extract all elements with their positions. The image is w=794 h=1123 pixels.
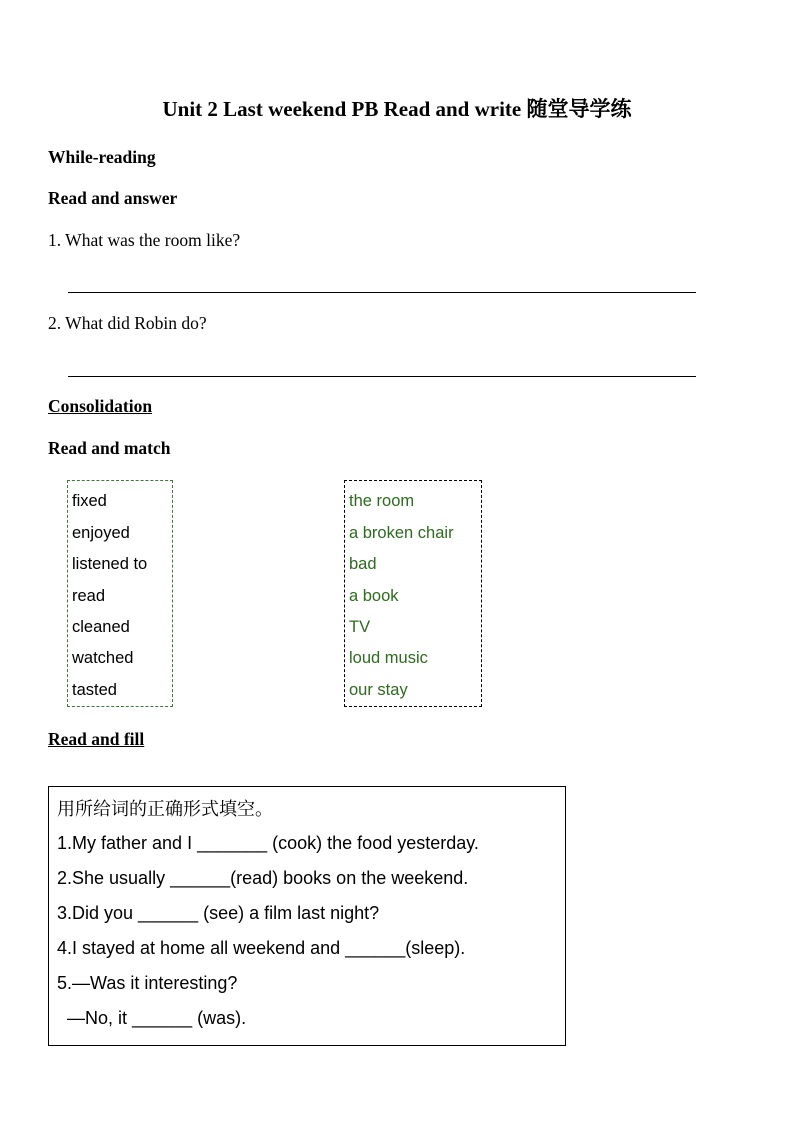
match-left-word[interactable]: enjoyed xyxy=(72,524,130,542)
fill-item-5-question: 5.—Was it interesting? xyxy=(57,973,238,993)
match-right-word[interactable]: loud music xyxy=(349,649,428,667)
fill-item-5-answer[interactable]: —No, it ______ (was). xyxy=(57,1008,247,1028)
fill-exercise-box xyxy=(48,786,566,1046)
match-right-word[interactable]: a broken chair xyxy=(349,524,454,542)
match-right-word[interactable]: bad xyxy=(349,555,377,573)
section-consolidation: Consolidation xyxy=(48,396,153,416)
match-left-box xyxy=(67,480,173,707)
page-title: Unit 2 Last weekend PB Read and write 随堂导学练 xyxy=(162,97,632,121)
fill-item-4[interactable]: 4.I stayed at home all weekend and ______(sleep). xyxy=(57,938,466,958)
answer-line-2[interactable] xyxy=(68,376,696,377)
match-right-word[interactable]: our stay xyxy=(349,681,408,699)
section-read-and-match: Read and match xyxy=(48,438,171,458)
match-right-word[interactable]: a book xyxy=(349,587,399,605)
match-left-word[interactable]: cleaned xyxy=(72,618,130,636)
match-right-word[interactable]: TV xyxy=(349,618,371,636)
fill-item-3[interactable]: 3.Did you ______ (see) a film last night? xyxy=(57,903,380,923)
match-left-word[interactable]: read xyxy=(72,587,106,605)
match-left-word[interactable]: fixed xyxy=(72,492,107,510)
answer-line-1[interactable] xyxy=(68,292,696,293)
match-left-word[interactable]: tasted xyxy=(72,681,117,699)
fill-item-2[interactable]: 2.She usually ______(read) books on the weekend. xyxy=(57,868,469,888)
section-read-and-answer: Read and answer xyxy=(48,188,178,208)
fill-instruction: 用所给词的正确形式填空。 xyxy=(57,799,273,819)
match-right-box xyxy=(344,480,482,707)
section-while-reading: While-reading xyxy=(48,147,156,167)
match-left-word[interactable]: listened to xyxy=(72,555,148,573)
section-read-and-fill: Read and fill xyxy=(48,729,145,749)
question-2: 2. What did Robin do? xyxy=(48,313,207,333)
question-1: 1. What was the room like? xyxy=(48,230,241,250)
match-left-word[interactable]: watched xyxy=(72,649,134,667)
match-right-word[interactable]: the room xyxy=(349,492,415,510)
fill-item-1[interactable]: 1.My father and I _______ (cook) the food yesterday. xyxy=(57,833,479,853)
